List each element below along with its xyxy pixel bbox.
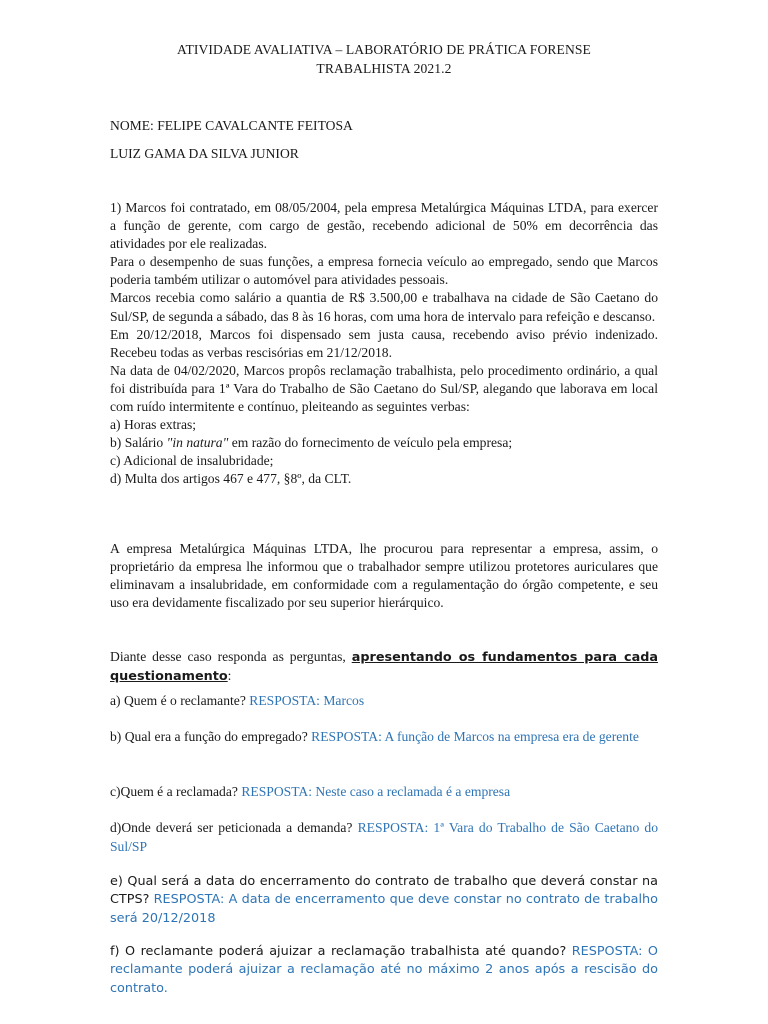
- document-title: [110, 40, 658, 78]
- claim-item-a: a) Horas extras;: [110, 417, 197, 433]
- question-e-text: e) Qual será a data do encerramento do contrato de trabalho que deverá constar na CTPS?: [110, 874, 658, 908]
- case-statement: [110, 199, 658, 489]
- question-f: [110, 943, 658, 998]
- question-f-text: f) O reclamante poderá ajuizar a reclamação trabalhista até quando?: [110, 944, 572, 959]
- question-d: [110, 819, 658, 856]
- case-paragraph-2: Para o desempenho de suas funções, a empresa fornecia veículo ao empregado, sendo que Marcos poderia também utilizar o automóvel para atividades pessoais.: [110, 254, 658, 288]
- claim-item-b-post: em razão do fornecimento de veículo pela empresa;: [228, 435, 513, 451]
- answer-d: RESPOSTA: 1ª Vara do Trabalho de São Caetano do Sul/SP: [110, 820, 659, 854]
- case-paragraph-5: Na data de 04/02/2020, Marcos propôs reclamação trabalhista, pelo procedimento ordinário, a qual foi distribuída para 1ª Vara do Trabalho de São Caetano do Sul/SP, alegando que laborava em local com ruído intermitente e contínuo, pleiteando as seguintes verbas:: [110, 362, 658, 415]
- instructions-bold: apresentando os fundamentos para cada questionamento: [110, 650, 659, 685]
- answer-a: RESPOSTA: Marcos: [249, 693, 365, 708]
- instructions-pre: Diante desse caso responda as perguntas,: [110, 649, 352, 664]
- question-d-text: d)Onde deverá ser peticionada a demanda?: [110, 820, 358, 835]
- case-paragraph-3: Marcos recebia como salário a quantia de R$ 3.500,00 e trabalhava na cidade de São Caetano do Sul/SP, de segunda a sábado, das 8 às 16 horas, com uma hora de intervalo para refeição e descanso.: [110, 290, 658, 324]
- question-a: [110, 692, 658, 711]
- answer-b: RESPOSTA: A função de Marcos na empresa era de gerente: [311, 729, 639, 744]
- claim-item-b: [110, 434, 658, 452]
- student-name-2: LUIZ GAMA DA SILVA JUNIOR: [110, 146, 299, 161]
- student-name-1: NOME: FELIPE CAVALCANTE FEITOSA: [110, 118, 353, 133]
- company-paragraph: A empresa Metalúrgica Máquinas LTDA, lhe procurou para representar a empresa, assim, o proprietário da empresa lhe informou que o trabalhador sempre utilizou protetores auriculares que eliminavam a insalubridade, em conformidade com a regulamentação do órgão competente, e seu uso era devidamente fiscalizado por seu superior hierárquico.: [110, 541, 658, 611]
- question-c: [110, 783, 658, 802]
- title-line-2: TRABALHISTA 2021.2: [316, 61, 452, 76]
- answer-f: RESPOSTA: O reclamante poderá ajuizar a reclamação até no máximo 2 anos após a rescisão do contrato.: [110, 944, 658, 996]
- instructions-post: :: [227, 668, 232, 684]
- case-paragraph-4: Em 20/12/2018, Marcos foi dispensado sem justa causa, recebendo aviso prévio indenizado. Recebeu todas as verbas rescisórias em 21/12/2018.: [110, 326, 658, 360]
- question-b-text: b) Qual era a função do empregado?: [110, 729, 312, 744]
- answer-c: RESPOSTA: Neste caso a reclamada é a empresa: [241, 784, 511, 799]
- claim-item-d: d) Multa dos artigos 467 e 477, §8º, da CLT.: [110, 471, 352, 487]
- claim-item-b-italic: "in natura": [166, 435, 229, 451]
- answer-e: RESPOSTA: A data de encerramento que deve constar no contrato de trabalho será 20/12/2018: [110, 892, 658, 926]
- question-b: [110, 728, 658, 747]
- instructions: [110, 648, 658, 686]
- claim-item-c: c) Adicional de insalubridade;: [110, 453, 274, 469]
- question-c-text: c)Quem é a reclamada?: [110, 784, 242, 799]
- case-paragraph-1: 1) Marcos foi contratado, em 08/05/2004, pela empresa Metalúrgica Máquinas LTDA, para exercer a função de gerente, com cargo de gestão, recebendo adicional de 50% em decorrência das atividades por ele realizadas.: [110, 200, 658, 252]
- question-e: [110, 873, 658, 928]
- claim-item-b-pre: b) Salário: [110, 435, 167, 451]
- question-a-text: a) Quem é o reclamante?: [110, 693, 250, 708]
- title-line-1: ATIVIDADE AVALIATIVA – LABORATÓRIO DE PRÁTICA FORENSE: [177, 42, 591, 57]
